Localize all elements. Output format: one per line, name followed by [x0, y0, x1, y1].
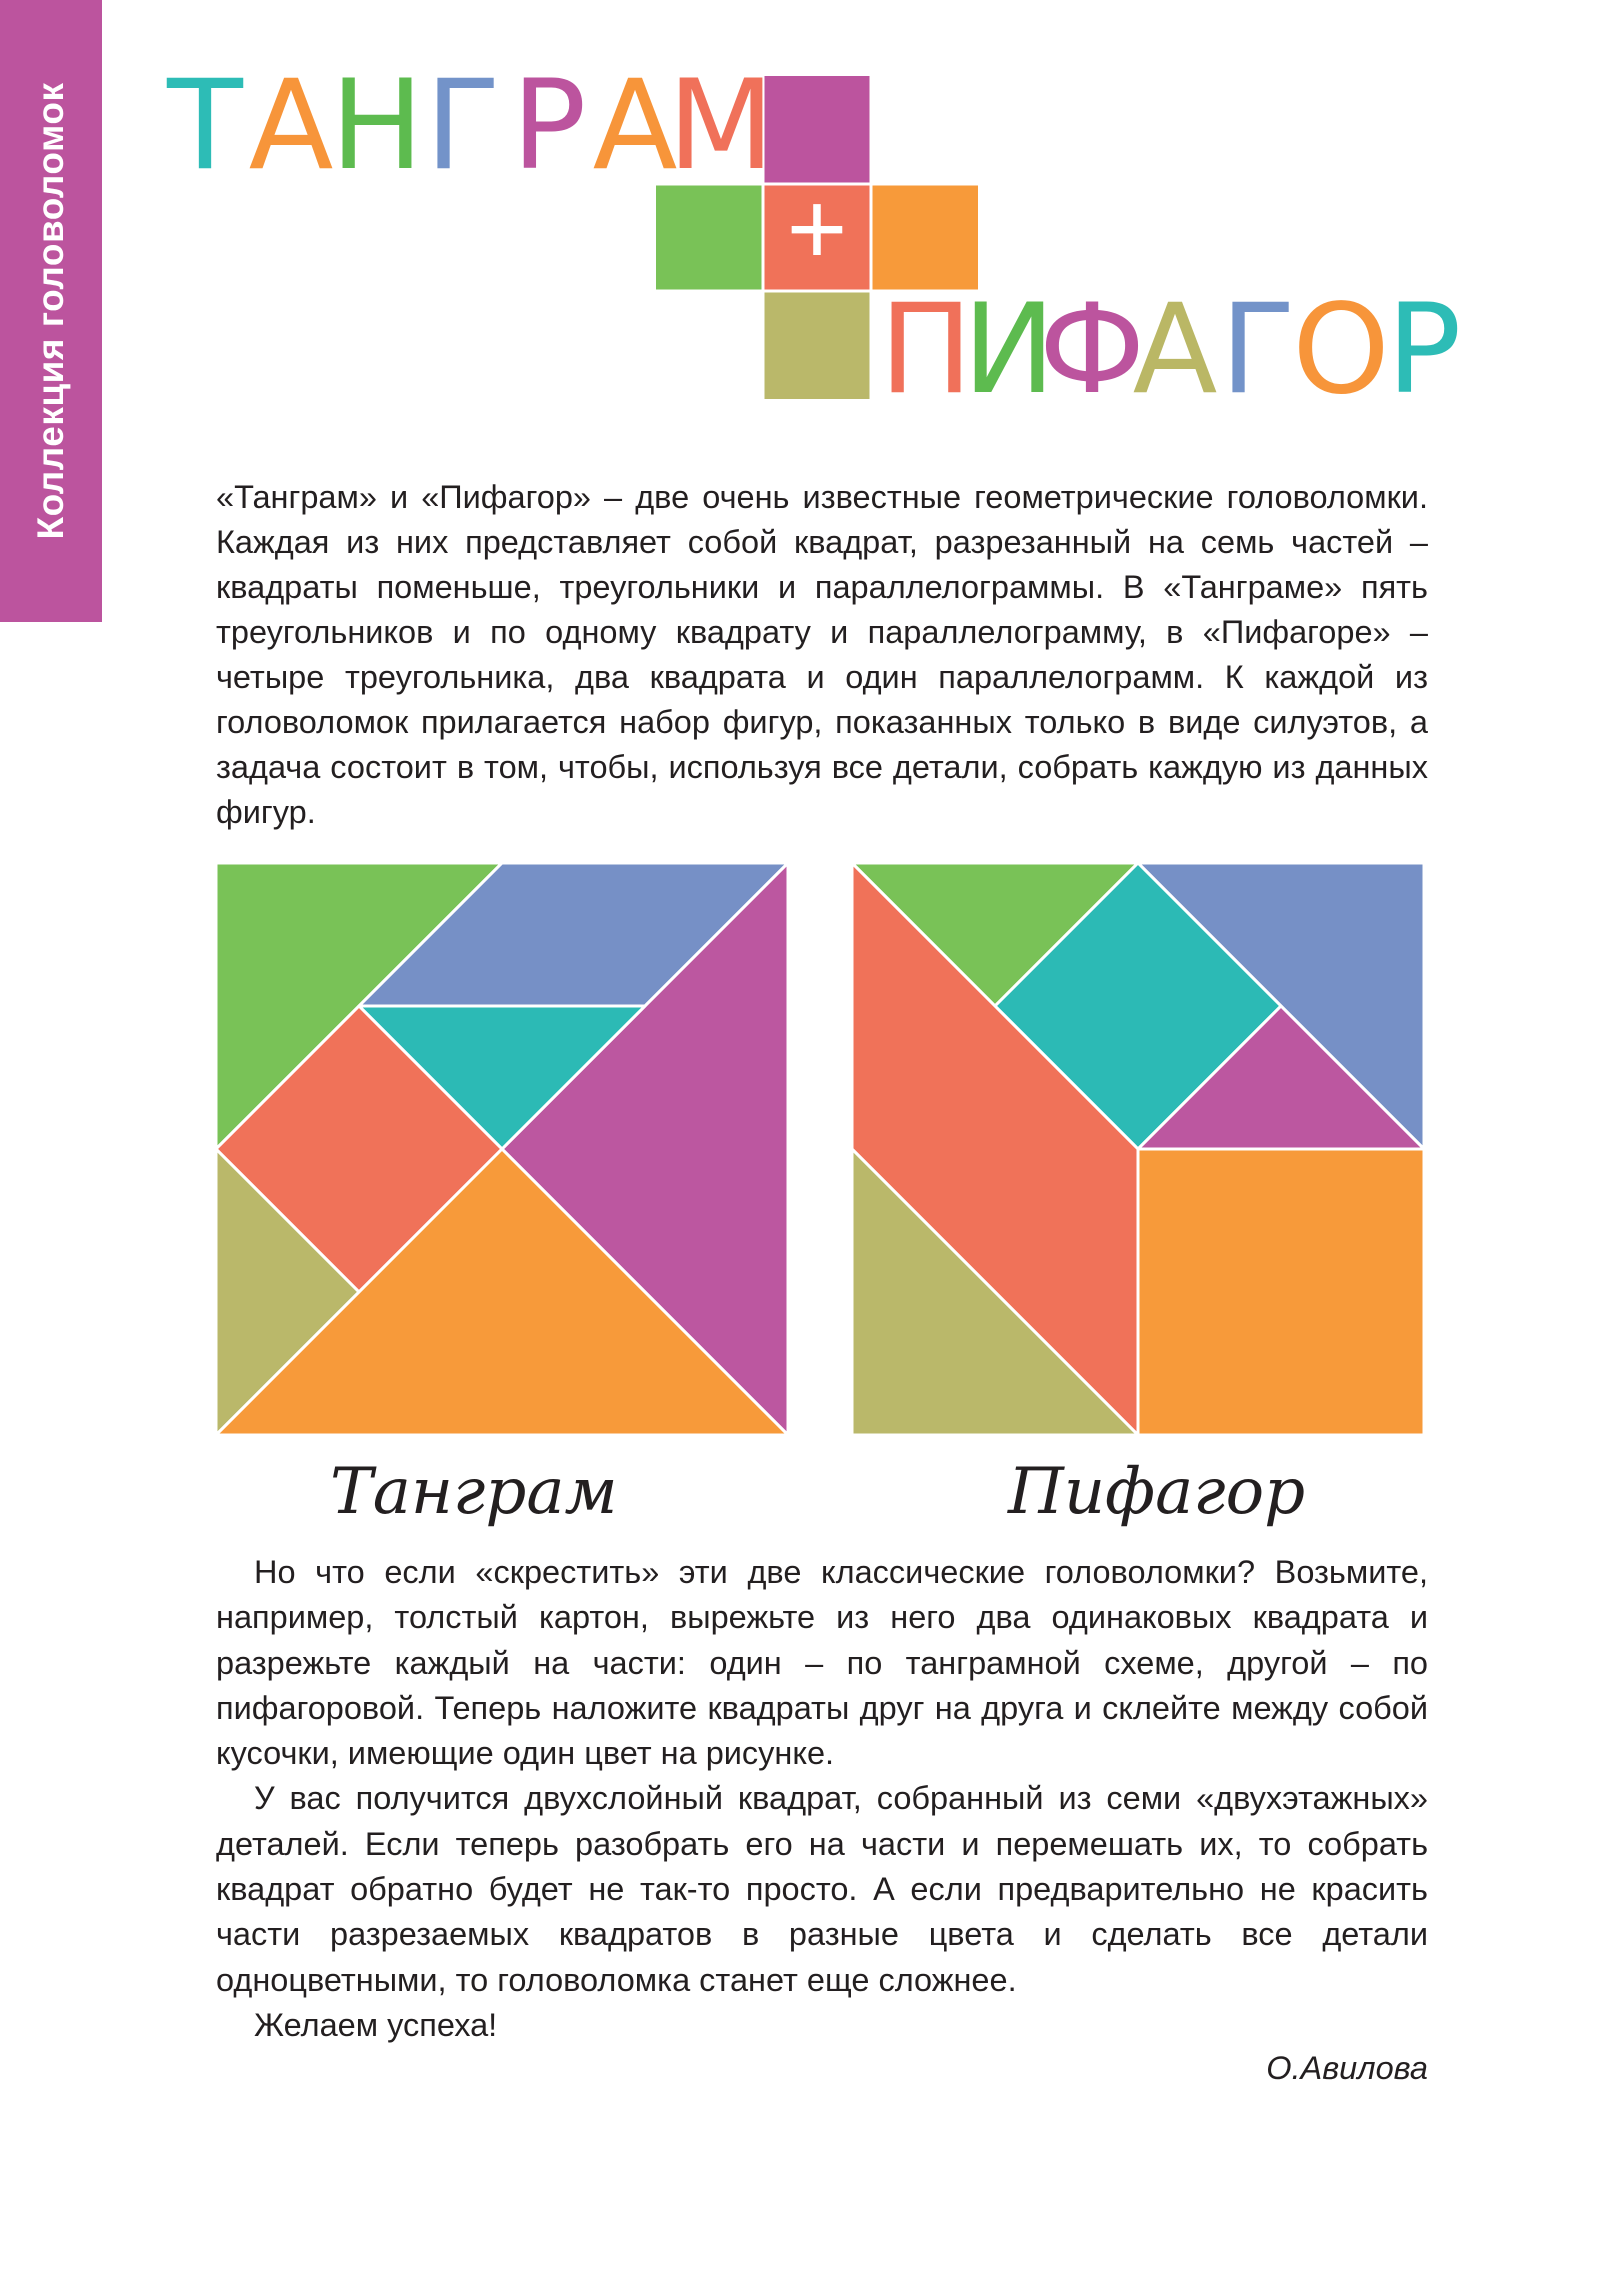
author-signature: О.Авилова: [1266, 2050, 1428, 2086]
logo-square-olive: [763, 291, 871, 399]
caption-pythagoras: Пифагор: [1008, 1455, 1306, 1529]
title-letter: Ф: [1038, 278, 1146, 420]
title-letter: Г: [425, 54, 501, 198]
body-text: [216, 1550, 1428, 2048]
title-letter: Т: [167, 54, 243, 198]
intro-paragraph: «Танграм» и «Пифагор» – две очень известные геометрические головоломки. Каждая из них представляет собой квадрат, разрезанный на семь частей – квадраты поменьше, треугольники и параллелограммы. В «Танграме» пять треугольников и по одному квадрату и параллелограмму, в «Пифагоре» – четыре треугольника, два квадрата и один параллелограмм. К каждой из головоломок прилагается набор фигур, показанных только в виде силуэтов, а задача состоит в том, чтобы, используя все детали, собрать каждую из данных фигур.: [216, 479, 1428, 830]
title-logo: [0, 0, 1600, 420]
tangram-diagram: [216, 863, 788, 1435]
pythagoras-diagram: [852, 863, 1424, 1435]
title-letter: А: [592, 54, 678, 198]
logo-square-green: [656, 184, 763, 291]
title-plus: +: [786, 171, 848, 287]
title-letter: А: [248, 54, 334, 198]
title-letter: О: [1292, 278, 1390, 420]
logo-square-orange: [871, 184, 978, 291]
body-paragraph: Желаем успеха!: [254, 2006, 498, 2043]
sidebar-label: Коллекция головоломок: [30, 82, 71, 540]
caption-tangram: Танграм: [330, 1455, 618, 1529]
logo-square-purple: [763, 76, 871, 184]
title-letter: А: [1132, 278, 1218, 420]
title-letter: Р: [511, 54, 587, 198]
title-letter: Н: [330, 54, 424, 198]
title-letter: Г: [1220, 278, 1296, 420]
title-pythagoras: [879, 278, 1461, 420]
title-tangram: [166, 54, 774, 198]
title-letter: Р: [1386, 278, 1462, 420]
body-paragraph: У вас получится двухслойный квадрат, собранный из семи «двухэтажных» деталей. Если теперь разобрать его на части и перемешать их, то собрать квадрат обратно будет не так-то просто. А если предварительно не красить части разрезаемых квадратов в разные цвета и сделать все детали одноцветными, то головоломка станет еще сложнее.: [216, 1780, 1428, 1998]
pythagoras-piece-orange: [1138, 1149, 1424, 1435]
title-letter: П: [879, 278, 973, 420]
title-letter: М: [667, 54, 775, 198]
title-letter: И: [962, 278, 1056, 420]
body-paragraph: Но что если «скрестить» эти две классические головоломки? Возьмите, например, толстый картон, вырежьте из него два одинаковых квадрата и разрежьте каждый на части: один – по танграмной схеме, другой – по пифагоровой. Теперь наложите квадраты друг на друга и склейте между собой кусочки, имеющие один цвет на рисунке.: [216, 1554, 1428, 1772]
